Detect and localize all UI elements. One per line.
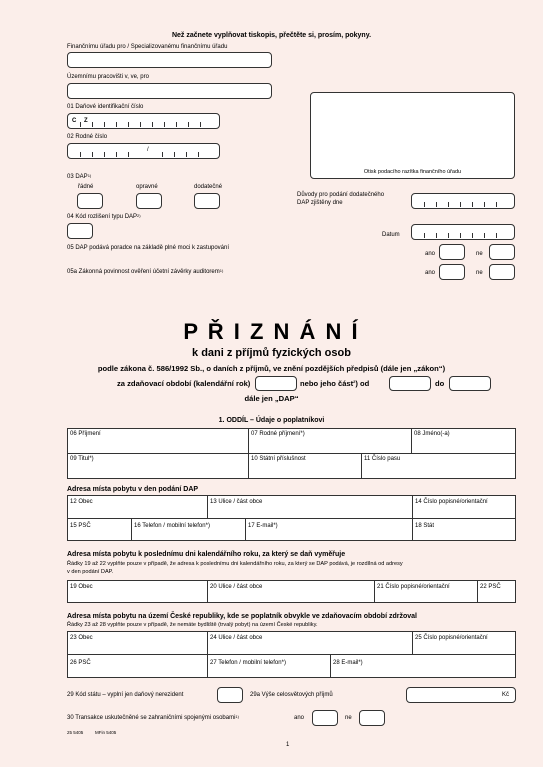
last-residence-heading: Adresa místa pobytu k poslednímu dni kalendářního roku, za který se daň vyměřuje	[67, 551, 346, 558]
type-code-label: 04 Kód rozlišení typu DAP$^{2)}$	[67, 213, 141, 220]
reasons-label-line1: Důvody pro podání dodatečného	[297, 192, 385, 198]
related-transactions-no-checkbox[interactable]	[359, 710, 385, 726]
office-stamp-area	[310, 92, 515, 179]
birth-number-slash: /	[147, 147, 149, 153]
tax-id-field[interactable]	[67, 113, 220, 129]
dap-corrective-checkbox[interactable]	[136, 193, 162, 209]
last-municipality-field[interactable]: 19 Obec	[70, 584, 93, 590]
currency-label: Kč	[501, 692, 509, 698]
territorial-office-field[interactable]	[67, 83, 272, 99]
advisor-no-checkbox[interactable]	[489, 244, 515, 260]
advisor-label: 05 DAP podává poradce na základě plné moci k zastupování	[67, 245, 229, 251]
type-code-field[interactable]	[67, 223, 93, 239]
passport-number-field[interactable]: 11 Číslo pasu	[364, 456, 401, 462]
street-field[interactable]: 13 Ulice / část obce	[210, 499, 263, 505]
period-to-field[interactable]	[449, 376, 491, 391]
dap-abbreviation-label: dále jen „DAP“	[244, 394, 299, 403]
last-street-field[interactable]: 20 Ulice / část obce	[210, 584, 263, 590]
period-to-label: do	[435, 379, 445, 388]
related-transactions-yes-label: ano	[294, 715, 305, 721]
last-residence-table	[67, 580, 516, 603]
worldwide-income-field[interactable]	[406, 687, 516, 703]
territorial-office-label: Územnímu pracovišti v, ve, pro	[67, 74, 149, 80]
form-title: P Ř I Z N Á N Í	[183, 319, 360, 344]
office-stamp-label: Otisk podacího razítka finančního úřadu	[363, 169, 462, 175]
advisor-no-label: ne	[476, 251, 483, 257]
surname-field[interactable]: 06 Příjmení	[70, 431, 101, 437]
birth-number-field[interactable]	[67, 143, 220, 159]
last-residence-note-line2: v den podání DAP.	[67, 569, 114, 575]
first-name-field[interactable]: 08 Jméno(-a)	[414, 431, 450, 437]
cz-email-field[interactable]: 28 E-mail*)	[333, 660, 363, 666]
tax-id-label: 01 Daňové identifikační číslo	[67, 104, 144, 110]
form-subtitle: k dani z příjmů fyzických osob	[192, 347, 351, 359]
dap-regular-label: řádné	[78, 184, 94, 190]
period-label: za zdaňovací období (kalendářní rok)	[117, 379, 251, 388]
related-transactions-no-label: ne	[345, 715, 352, 721]
municipality-field[interactable]: 12 Obec	[70, 499, 93, 505]
dap-additional-checkbox[interactable]	[194, 193, 220, 209]
country-code-field[interactable]	[217, 687, 243, 703]
phone-field[interactable]: 16 Telefon / mobilní telefon*)	[134, 523, 210, 529]
advisor-yes-checkbox[interactable]	[439, 244, 465, 260]
last-postal-code-field[interactable]: 22 PSČ	[480, 584, 501, 590]
reasons-date-field[interactable]	[411, 193, 515, 209]
period-from-field[interactable]	[389, 376, 431, 391]
tax-id-prefix-c: C	[72, 118, 77, 124]
form-law-reference: podle zákona č. 586/1992 Sb., o daních z příjmů, ve znění pozdějších předpisů (dále jen „zákon“)	[97, 364, 446, 373]
dap-type-label: 03 DAP$^{1)}$	[67, 173, 92, 180]
country-field[interactable]: 18 Stát	[415, 523, 435, 529]
section1-heading: 1. ODDÍL – Údaje o poplatníkovi	[218, 417, 325, 424]
related-transactions-label: 30 Transakce uskutečněné se zahraničními spojenými osobami$^{1)}$	[67, 714, 239, 721]
birth-surname-field[interactable]: 07 Rodné příjmení*)	[251, 431, 305, 437]
dap-regular-checkbox[interactable]	[77, 193, 103, 209]
cz-street-field[interactable]: 24 Ulice / část obce	[210, 635, 263, 641]
cz-phone-field[interactable]: 27 Telefon / mobilní telefon*)	[210, 660, 286, 666]
date-field[interactable]	[411, 224, 515, 240]
tax-id-prefix-z: Z	[84, 118, 88, 124]
title-field[interactable]: 09 Titul*)	[70, 456, 94, 462]
form-code: 25 5405	[67, 730, 84, 735]
form-reference: MFin 5405	[95, 730, 117, 735]
auditor-yes-checkbox[interactable]	[439, 264, 465, 280]
related-transactions-yes-checkbox[interactable]	[312, 710, 338, 726]
page-number: 1	[286, 742, 290, 748]
country-code-label: 29 Kód státu – vyplní jen daňový nerezident	[67, 692, 184, 698]
taxpayer-table	[67, 428, 516, 479]
advisor-yes-label: ano	[425, 251, 436, 257]
tax-office-label: Finančnímu úřadu pro / Specializovanému finančnímu úřadu	[67, 44, 228, 50]
cz-residence-note: Řádky 23 až 28 vyplňte pouze v případě, že nemáte bydliště (trvalý pobyt) na území České republiky.	[67, 622, 318, 628]
cz-residence-table	[67, 631, 516, 678]
email-field[interactable]: 17 E-mail*)	[248, 523, 278, 529]
house-number-field[interactable]: 14 Číslo popisné/orientační	[415, 499, 488, 505]
dap-corrective-label: opravné	[136, 184, 158, 190]
residence-table	[67, 495, 516, 541]
last-residence-note-line1: Řádky 19 až 22 vyplňte pouze v případě, že adresa k poslednímu dni kalendářního roku, za který se DAP podává, je rozdílná od adresy	[67, 561, 403, 567]
birth-number-label: 02 Rodné číslo	[67, 134, 108, 140]
dap-additional-label: dodatečné	[194, 184, 223, 190]
period-year-field[interactable]	[255, 376, 297, 391]
last-house-number-field[interactable]: 21 Číslo popisné/orientační	[377, 584, 450, 590]
auditor-label: 05a Zákonná povinnost ověření účetní závěrky auditorem$^{1)}$	[67, 268, 224, 275]
residence-heading: Adresa místa pobytu v den podání DAP	[67, 486, 199, 493]
reasons-label-line2: DAP zjištěny dne	[297, 200, 343, 206]
period-part-label: nebo jeho část$^2$) od	[300, 379, 370, 388]
auditor-no-checkbox[interactable]	[489, 264, 515, 280]
citizenship-field[interactable]: 10 Státní příslušnost	[251, 456, 306, 462]
worldwide-income-label: 29a Výše celosvětových příjmů	[250, 692, 333, 698]
tax-office-field[interactable]	[67, 52, 272, 68]
cz-house-number-field[interactable]: 25 Číslo popisné/orientační	[415, 635, 488, 641]
form-instructions-notice: Než začnete vyplňovat tiskopis, přečtěte si, prosím, pokyny.	[171, 32, 372, 39]
cz-residence-heading: Adresa místa pobytu na území České republiky, kde se poplatník obvykle ve zdaňovacím období zdržoval	[67, 613, 417, 620]
cz-postal-code-field[interactable]: 26 PSČ	[70, 660, 91, 666]
auditor-yes-label: ano	[425, 270, 436, 276]
cz-municipality-field[interactable]: 23 Obec	[70, 635, 93, 641]
date-label: Datum	[382, 232, 400, 238]
postal-code-field[interactable]: 15 PSČ	[70, 523, 91, 529]
auditor-no-label: ne	[476, 270, 483, 276]
